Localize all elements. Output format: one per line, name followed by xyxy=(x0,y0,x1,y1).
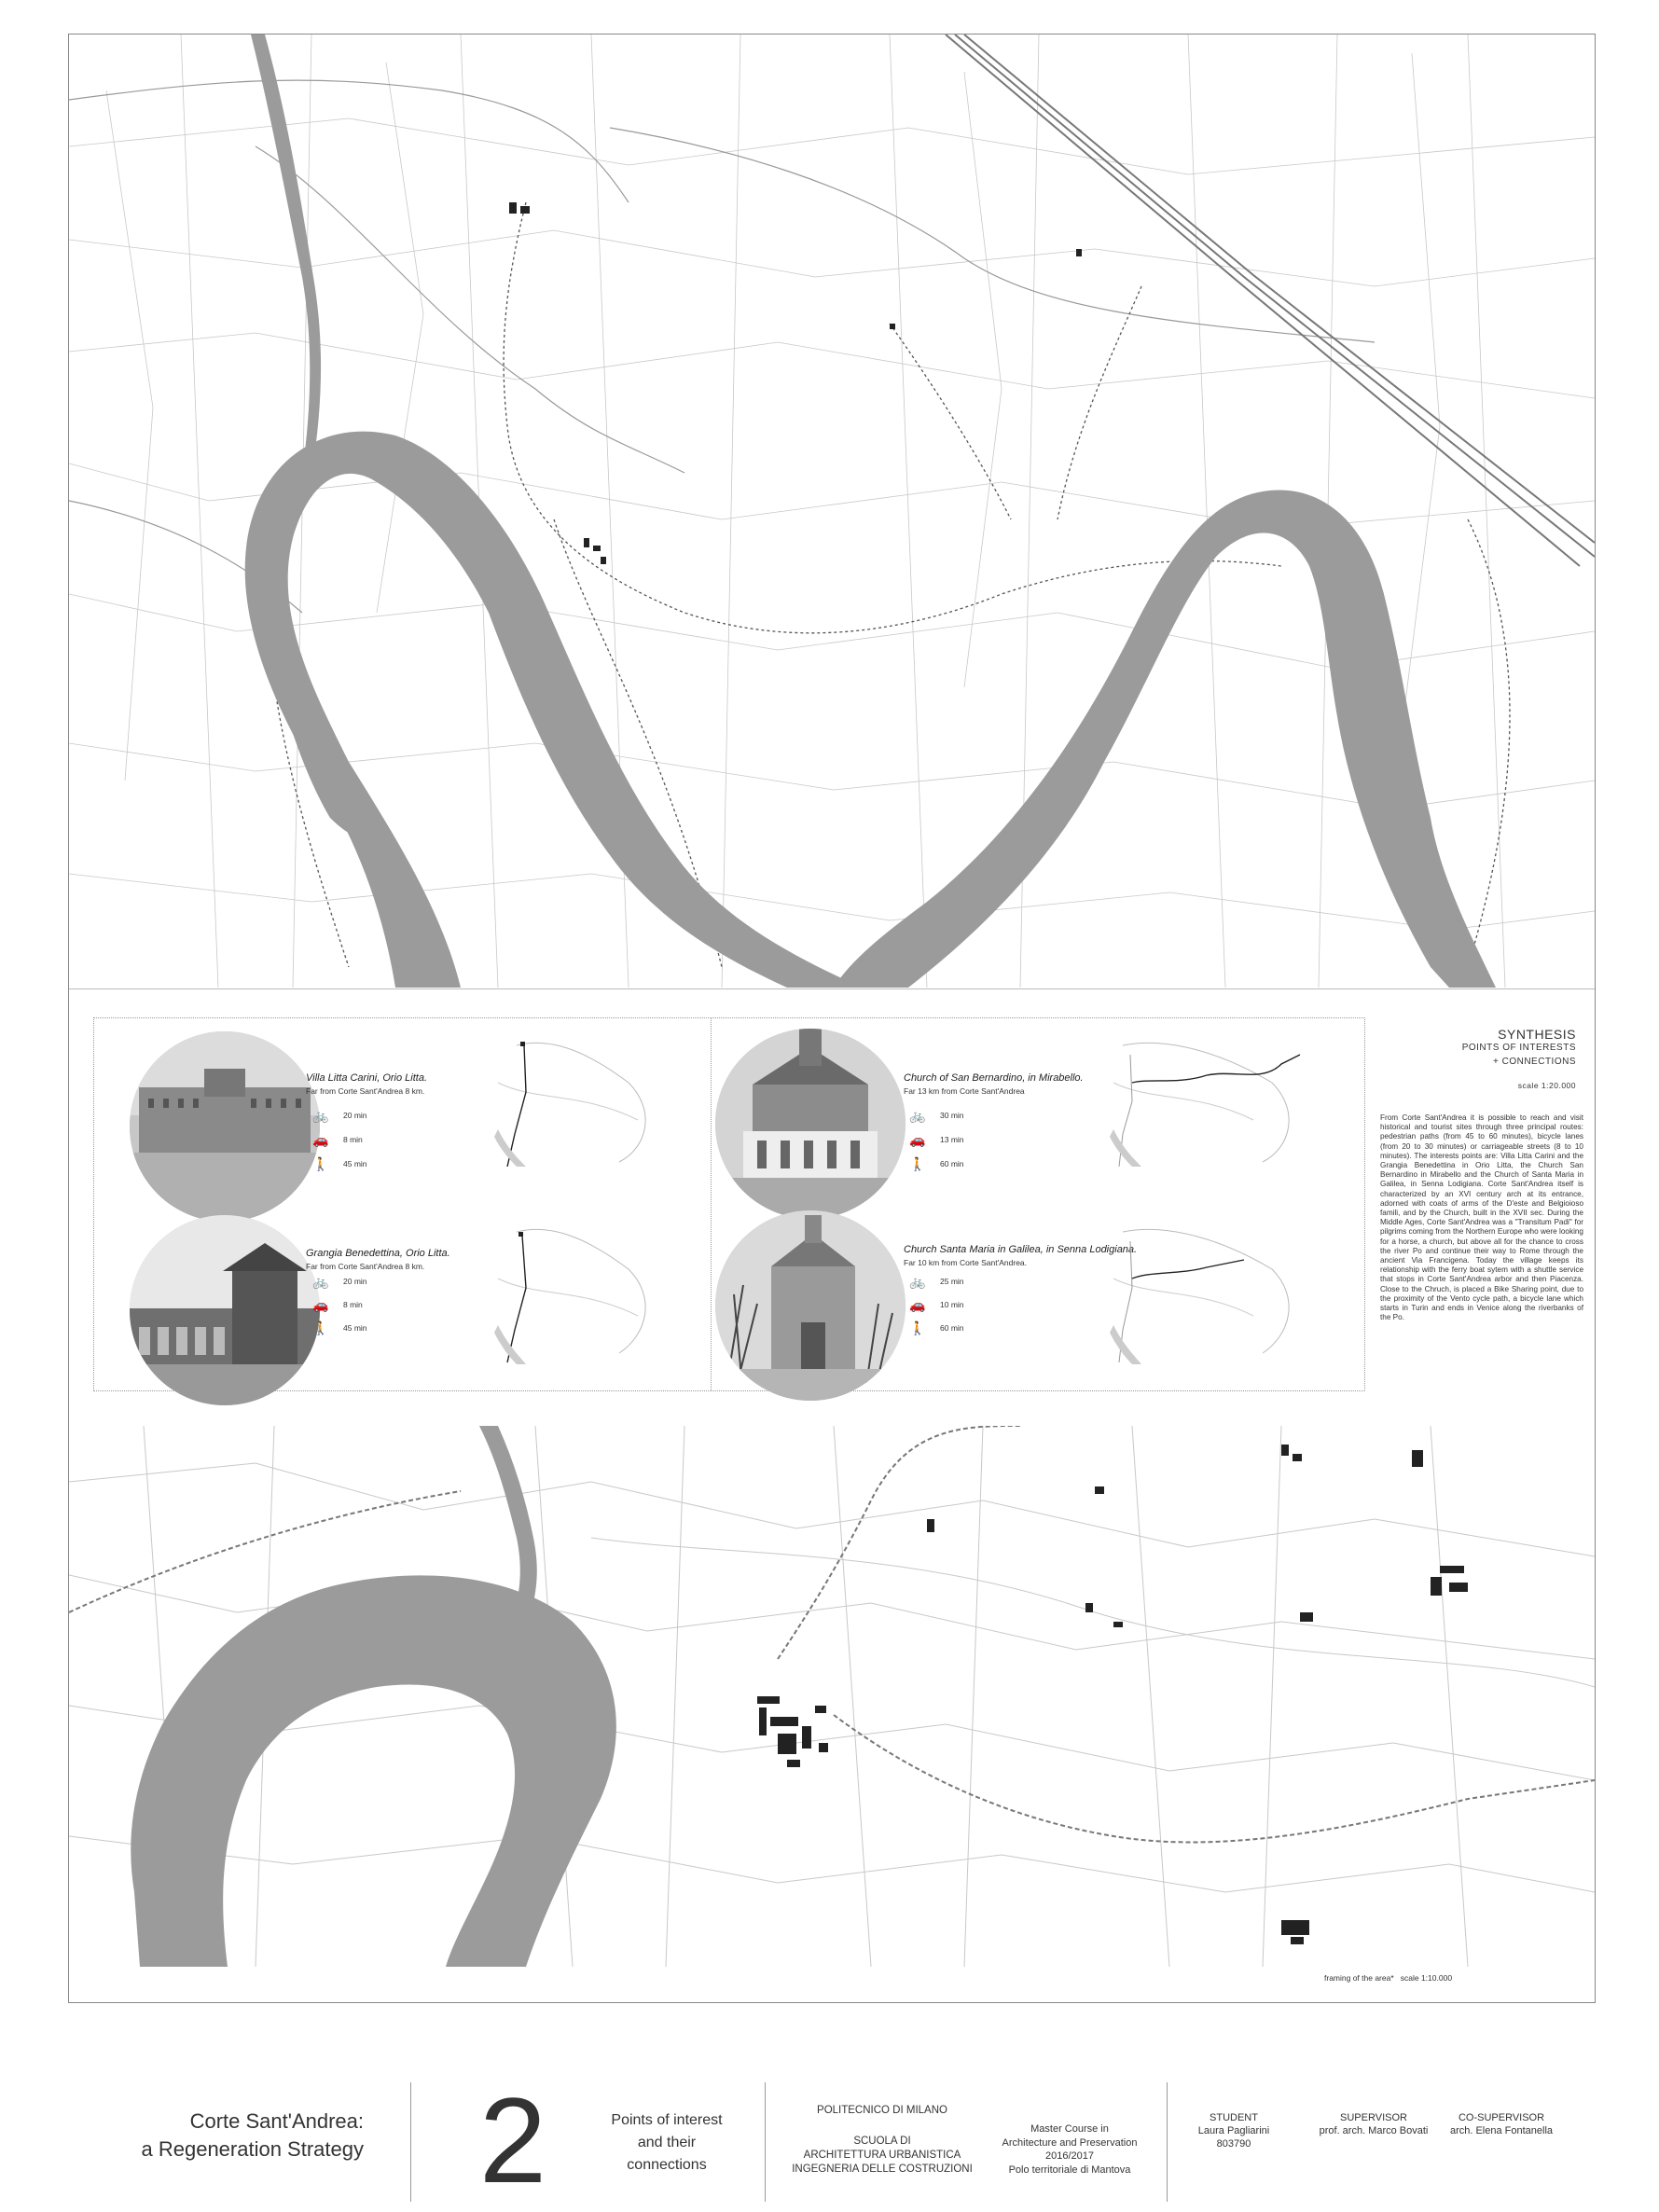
mode-car xyxy=(908,1298,964,1311)
car-time: 10 min xyxy=(940,1300,964,1309)
villa-photo-svg xyxy=(130,1031,320,1222)
student-name: Laura Pagliarini xyxy=(1197,2125,1270,2136)
pedestrian-icon: 🚶 xyxy=(312,1156,329,1171)
bike-time: 30 min xyxy=(940,1111,964,1120)
course-line: Polo territoriale di Mantova xyxy=(1008,2164,1131,2176)
synthesis-title: SYNTHESIS xyxy=(1498,1027,1576,1042)
photo-church-san-bernardino xyxy=(715,1029,906,1219)
school-line: ARCHITETTURA URBANISTICA xyxy=(803,2150,961,2161)
footer-divider xyxy=(1167,2082,1168,2202)
car-time: 8 min xyxy=(343,1135,363,1144)
bottom-map-svg xyxy=(69,1426,1595,1967)
route-minimap xyxy=(479,1027,666,1167)
course-line: 2016/2017 xyxy=(1045,2150,1094,2162)
poi-distance: Far 10 km from Corte Sant'Andrea. xyxy=(904,1258,1028,1267)
car-time: 13 min xyxy=(940,1135,964,1144)
car-icon: 🚗 xyxy=(909,1132,926,1147)
framing-text: framing of the area* xyxy=(1324,1973,1394,1983)
poi-title: Villa Litta Carini, Orio Litta. xyxy=(306,1072,428,1084)
sheet-number: 2 xyxy=(478,2072,547,2208)
school-line: SCUOLA DI xyxy=(853,2136,911,2147)
mode-bike xyxy=(311,1109,367,1122)
synthesis-panel xyxy=(69,988,1595,1427)
sheet-topic-line: Points of interest xyxy=(611,2112,723,2128)
sheet-topic-line: and their xyxy=(637,2135,697,2150)
school-line: INGEGNERIA DELLE COSTRUZIONI xyxy=(792,2164,973,2175)
bottom-map xyxy=(69,1426,1595,1967)
student-block xyxy=(1182,2111,1285,2150)
course-line: Architecture and Preservation xyxy=(1002,2136,1138,2149)
mode-walk xyxy=(908,1321,964,1334)
bicycle-icon: 🚲 xyxy=(909,1274,926,1289)
photo-church-santa-maria xyxy=(715,1210,906,1401)
mode-car xyxy=(311,1298,363,1311)
poi-distance: Far 13 km from Corte Sant'Andrea xyxy=(904,1086,1025,1096)
synthesis-scale: scale 1:20.000 xyxy=(1517,1081,1576,1090)
bicycle-icon: 🚲 xyxy=(909,1108,926,1123)
route-minimap xyxy=(479,1213,666,1367)
san-bernardino-photo-svg xyxy=(715,1029,906,1219)
project-title-line: Corte Sant'Andrea: xyxy=(189,2109,364,2133)
bicycle-icon: 🚲 xyxy=(312,1108,329,1123)
poi-title: Church Santa Maria in Galilea, in Senna Lodigiana. xyxy=(904,1244,1138,1255)
river-po xyxy=(131,1575,616,1967)
route-minimap xyxy=(1095,1027,1319,1167)
poi-divider xyxy=(711,1018,712,1390)
river-po-east xyxy=(834,490,1496,988)
pedestrian-icon: 🚶 xyxy=(909,1320,926,1335)
pedestrian-icon: 🚶 xyxy=(909,1156,926,1171)
mode-car xyxy=(908,1133,964,1146)
route-minimap xyxy=(1095,1213,1319,1367)
university xyxy=(780,2104,985,2177)
project-title xyxy=(121,2108,364,2164)
walk-time: 45 min xyxy=(343,1159,367,1168)
university-name: POLITECNICO DI MILANO xyxy=(817,2105,947,2116)
mode-bike xyxy=(908,1275,964,1288)
walk-time: 60 min xyxy=(940,1159,964,1168)
top-map-svg xyxy=(69,35,1595,988)
cosupervisor-label: CO-SUPERVISOR xyxy=(1458,2112,1545,2123)
mode-walk xyxy=(908,1157,964,1170)
footer-divider xyxy=(765,2082,766,2202)
car-icon: 🚗 xyxy=(312,1132,329,1147)
bike-time: 25 min xyxy=(940,1277,964,1286)
river-po-west xyxy=(245,432,862,988)
project-title-line: a Regeneration Strategy xyxy=(141,2137,364,2161)
mode-car xyxy=(311,1133,363,1146)
supervisor-name: prof. arch. Marco Bovati xyxy=(1319,2125,1429,2136)
grangia-photo-svg xyxy=(130,1215,320,1405)
synthesis-subtitle: POINTS OF INTERESTS xyxy=(1461,1043,1576,1053)
synthesis-subtitle: + CONNECTIONS xyxy=(1492,1057,1576,1067)
pedestrian-icon: 🚶 xyxy=(312,1320,329,1335)
mode-bike xyxy=(311,1275,367,1288)
river-inflow xyxy=(479,1426,537,1603)
walk-time: 45 min xyxy=(343,1323,367,1333)
car-icon: 🚗 xyxy=(312,1297,329,1312)
framing-scale: scale 1:10.000 xyxy=(1400,1973,1453,1983)
course-line: Master Course in xyxy=(1030,2123,1109,2135)
bicycle-icon: 🚲 xyxy=(312,1274,329,1289)
poi-distance: Far from Corte Sant'Andrea 8 km. xyxy=(306,1086,425,1096)
bike-time: 20 min xyxy=(343,1277,367,1286)
bike-time: 20 min xyxy=(343,1111,367,1120)
supervisor-block xyxy=(1294,2111,1453,2137)
mode-walk xyxy=(311,1321,367,1334)
car-icon: 🚗 xyxy=(909,1297,926,1312)
cosupervisor-name: arch. Elena Fontanella xyxy=(1449,2125,1554,2136)
santa-maria-photo-svg xyxy=(715,1210,906,1401)
sheet-topic-line: connections xyxy=(627,2157,707,2173)
cosupervisor-block xyxy=(1436,2111,1567,2137)
supervisor-label: SUPERVISOR xyxy=(1340,2112,1407,2123)
photo-villa-litta-carini xyxy=(130,1031,320,1222)
student-id: 803790 xyxy=(1216,2138,1251,2150)
top-map xyxy=(69,35,1595,988)
poi-title: Church of San Bernardino, in Mirabello. xyxy=(904,1072,1084,1084)
car-time: 8 min xyxy=(343,1300,363,1309)
walk-time: 60 min xyxy=(940,1323,964,1333)
sheet-topic xyxy=(588,2109,746,2177)
photo-grangia-benedettina xyxy=(130,1215,320,1405)
synthesis-body: From Corte Sant'Andrea it is possible to reach and visit historical and tourist sites through three principal routes: pedestrian paths (from 45 to 60 minutes), bicycle lanes (from 20 to 30 minutes) or carriageable streets (8 to 10 minutes). The interests points are: Villa Litta Carini and the Grangia Benedettina in Orio Litta, the Church San Bernardino in Mirabello and the Church of Santa Maria in Galilea, in Senna Lodigiana. Corte Sant'Andrea itself is characterized by an XVI century arch at its entrance, adorned with coats of arms of the D'este and Belgioioso famili, and by the Church, built in the XVII sec. During the Middle Ages, Corte Sant'Andrea was a "Transitum Padi" for pilgrims coming from the Northern Europe who were looking for a horse, a church, but above all for the chance to cross the river Po and continue their way to Rome through the ancient Via Francigena. Today the village keeps its relationship with the ferry boat sytem with a shuttle service that stops in Corte Sant'Andrea arbor and then Piacenza. Close to the Chruch, is placed a Bike Sharing point, due to the proximity of the Vento cycle path, a bicycle lane which starts in Turin and ends in Venice along the riverbanks of the Po. xyxy=(1380,1113,1583,1322)
student-label: STUDENT xyxy=(1210,2112,1258,2123)
mode-walk xyxy=(311,1157,367,1170)
framing-label xyxy=(1324,1973,1452,1983)
poi-title: Grangia Benedettina, Orio Litta. xyxy=(306,1248,450,1259)
course-info xyxy=(981,2122,1158,2177)
mode-bike xyxy=(908,1109,964,1122)
poi-distance: Far from Corte Sant'Andrea 8 km. xyxy=(306,1262,425,1271)
footer-divider xyxy=(410,2082,411,2202)
railway xyxy=(946,35,1595,566)
